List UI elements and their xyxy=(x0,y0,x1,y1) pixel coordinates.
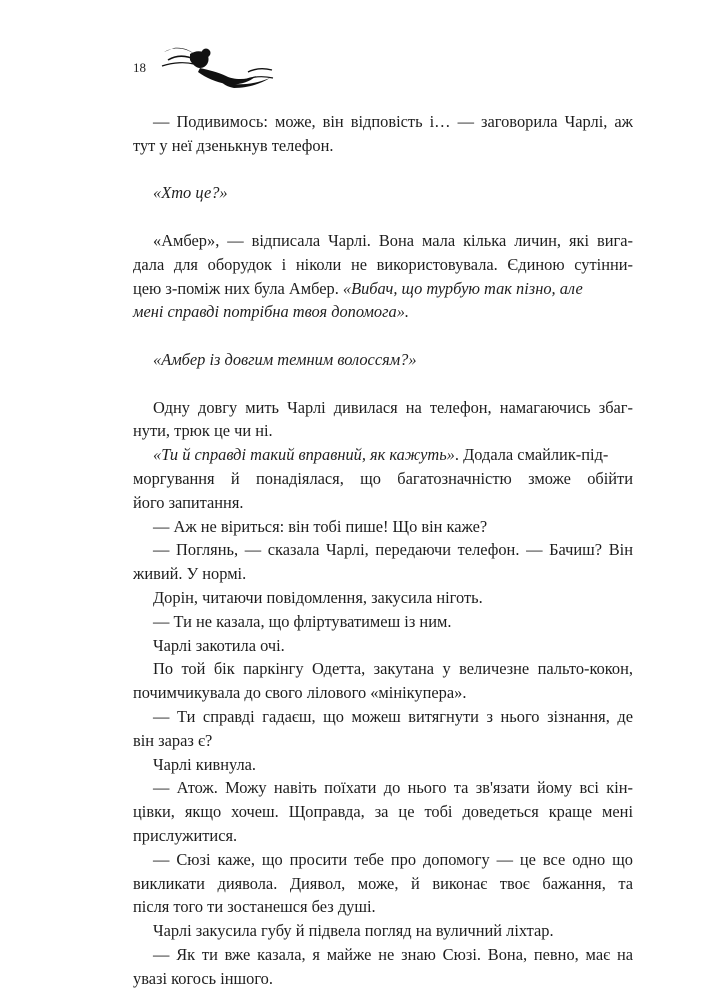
text-line: Чарлі закусила губу й підвела погляд на вуличний ліхтар. xyxy=(153,921,554,941)
text-line: «Хто це?» xyxy=(153,183,228,203)
text-line: дала для оборудок і ніколи не використовувала. Єдиною сутінни- xyxy=(133,254,633,274)
text-line: — Сюзі каже, що просити тебе про допомогу — це все одно що xyxy=(153,849,633,869)
text-line: цівки, якщо хочеш. Щоправда, за це тобі доведеться краще мені xyxy=(133,802,633,822)
page-number: 18 xyxy=(133,60,146,75)
text-line: Чарлі закотила очі. xyxy=(153,635,285,655)
text-line: нути, трюк це чи ні. xyxy=(133,421,273,441)
text-line: — Ти справді гадаєш, що можеш витягнути з нього зізнання, де xyxy=(153,706,633,726)
text-line: його запитання. xyxy=(133,492,244,512)
text-line: «Ти й справді такий вправний, як кажуть». Додала смайлик-під- xyxy=(153,445,609,465)
text-line: Дорін, читаючи повідомлення, закусила ніготь. xyxy=(153,587,483,607)
text-line: — Поглянь, — сказала Чарлі, передаючи телефон. — Бачиш? Він xyxy=(153,540,633,560)
text-line: По той бік паркінгу Одетта, закутана у величезне пальто-кокон, xyxy=(153,659,633,679)
text-line: — Подивимось: може, він відповість і… — заговорила Чарлі, аж xyxy=(153,112,633,131)
text-line: мені справді потрібна твоя допомога». xyxy=(133,302,409,322)
text-line: — Ти не казала, що фліртуватимеш із ним. xyxy=(153,611,452,631)
text-line: — Атож. Можу навіть поїхати до нього та зв'язати йому всі кін- xyxy=(153,778,633,798)
text-line: тут у неї дзенькнув телефон. xyxy=(133,135,334,155)
text-line: — Аж не віриться: він тобі пише! Що він каже? xyxy=(153,516,488,536)
text-line: «Амбер із довгим темним волоссям?» xyxy=(153,349,417,369)
text-line: прислужитися. xyxy=(133,825,238,845)
text-line: живий. У нормі. xyxy=(133,564,247,584)
text-line: цею з-поміж них була Амбер. «Вибач, що турбую так пізно, але xyxy=(133,278,583,298)
text-line: — Як ти вже казала, я майже не знаю Сюзі. Вона, певно, має на xyxy=(153,944,633,964)
text-line: почимчикувала до свого лілового «мінікупера». xyxy=(133,683,467,703)
text-line: «Амбер», — відписала Чарлі. Вона мала кілька личин, які вига- xyxy=(153,230,633,250)
text-line: Чарлі кивнула. xyxy=(153,754,257,774)
text-line: увазі когось іншого. xyxy=(133,968,273,988)
text-line: після того ти зостанешся без душі. xyxy=(133,897,376,917)
text-line: Одну довгу мить Чарлі дивилася на телефон, намагаючись збаг- xyxy=(153,397,633,417)
text-line: викликати диявола. Диявол, може, й виконає твоє бажання, та xyxy=(133,873,633,893)
text-line: він зараз є? xyxy=(133,730,213,750)
flying-witch-ornament-icon xyxy=(160,40,275,90)
body-text xyxy=(133,110,633,990)
text-line: моргування й понадіялася, що багатозначністю зможе обійти xyxy=(133,468,633,488)
